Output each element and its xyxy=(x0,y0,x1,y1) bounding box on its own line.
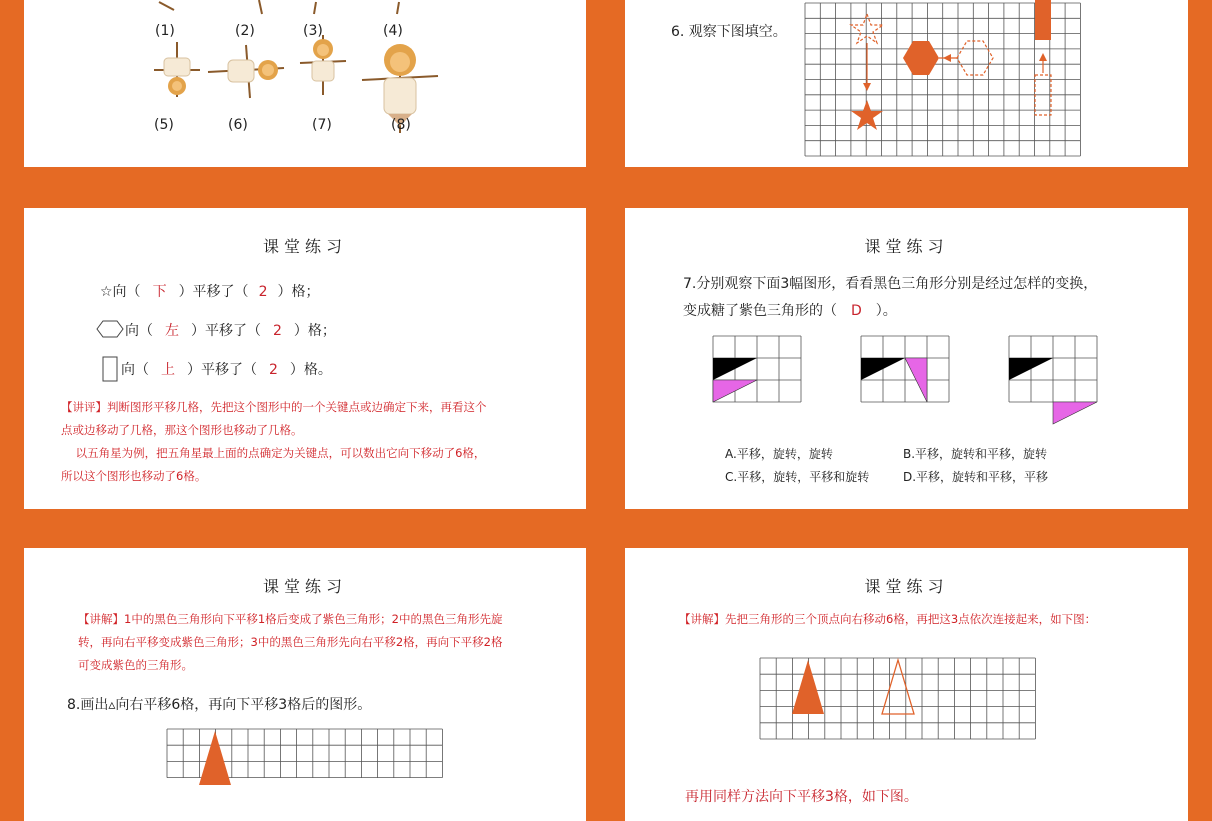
slide-solution-8 xyxy=(608,531,1205,821)
slide-title: 课堂练习 xyxy=(262,237,347,256)
slide-card xyxy=(24,0,586,167)
grid-question-8 xyxy=(167,729,447,809)
slide-card xyxy=(625,548,1188,821)
option-d[interactable]: D.平移，旋转和平移，平移 xyxy=(903,470,1049,484)
label-3: (3) xyxy=(303,23,323,39)
answer-line-star: ☆向（ 下 ）平移了（ 2 ）格； xyxy=(100,284,320,300)
answer-line-hexagon: 向（ 左 ）平移了（ 2 ）格； xyxy=(125,323,336,339)
question-7-line2: 变成糖了紫色三角形的（ D ）。 xyxy=(683,303,897,319)
scarecrow-5-icon xyxy=(152,42,202,102)
triangle-grid-3 xyxy=(1009,336,1099,426)
rectangle-filled-icon xyxy=(1035,0,1051,40)
label-6: (6) xyxy=(228,117,248,133)
explanation-note: 【讲评】判断图形平移几格，先把这个图形中的一个关键点或边确定下来，再看这个 点或边移动了几格，那这个图形也移动了几格。 以五角星为例，把五角星最上面的点确定为关键点，可以数出它向下移动了6格， 所以这个图形也移动了6格。 xyxy=(61,400,487,483)
triangle-orange-icon xyxy=(792,660,824,714)
label-7: (7) xyxy=(312,117,332,133)
question-8: 8.画出▵向右平移6格，再向下平移3格后的图形。 xyxy=(67,697,372,713)
answer-direction: 下 xyxy=(152,284,167,300)
slide-card xyxy=(625,208,1188,509)
question-6: 6. 观察下图填空。 xyxy=(671,24,787,40)
question-7-line1: 7.分别观察下面3幅图形，看看黑色三角形分别是经过怎样的变换， xyxy=(683,276,1098,292)
hexagon-small-icon xyxy=(96,320,124,338)
answer-steps: 2 xyxy=(258,284,268,300)
triangle-grid-1 xyxy=(713,336,803,426)
triangle-grid-2 xyxy=(861,336,951,426)
scarecrow-7-icon xyxy=(298,35,348,97)
slide-card xyxy=(24,548,586,821)
label-4: (4) xyxy=(383,23,403,39)
explanation-note: 【讲解】先把三角形的三个顶点向右移动6格，再把这3点依次连接起来，如下图： xyxy=(679,612,1097,626)
label-8: (8) xyxy=(391,117,411,133)
slide-scarecrows xyxy=(7,0,603,186)
slide-question-8 xyxy=(7,531,603,821)
label-5: (5) xyxy=(154,117,174,133)
scarecrow-6-icon xyxy=(206,40,286,100)
triangle-orange-icon xyxy=(199,731,231,785)
slide-card xyxy=(625,0,1188,167)
bottom-note: 再用同样方法向下平移3格，如下图。 xyxy=(685,789,918,805)
scarecrow-row1-feet xyxy=(24,0,586,20)
slide-card xyxy=(24,208,586,509)
answer-choice: D xyxy=(851,303,862,319)
slide-title: 课堂练习 xyxy=(864,237,949,256)
answer-direction: 左 xyxy=(165,323,179,339)
slide-title: 课堂练习 xyxy=(262,577,347,596)
grid-translation xyxy=(805,3,1081,153)
option-c[interactable]: C.平移，旋转，平移和旋转 xyxy=(725,470,870,484)
slide-question-7 xyxy=(608,191,1205,526)
answer-steps: 2 xyxy=(273,323,282,339)
option-b[interactable]: B.平移，旋转和平移，旋转 xyxy=(903,447,1048,461)
rectangle-small-icon xyxy=(102,356,118,382)
answer-steps: 2 xyxy=(269,362,278,378)
slide-title: 课堂练习 xyxy=(864,577,949,596)
answer-direction: 上 xyxy=(161,362,175,378)
triangle-outline-icon xyxy=(882,660,914,714)
slide-answers-6 xyxy=(7,191,603,526)
slide-translation-grid xyxy=(608,0,1205,186)
explanation-note: 【讲解】1中的黑色三角形向下平移1格后变成了紫色三角形；2中的黑色三角形先旋 转，再向右平移变成紫色三角形；3中的黑色三角形先向右平移2格，再向下平移2格 可变成紫色的三角形。 xyxy=(78,612,503,672)
grid-solution-8 xyxy=(760,658,1040,773)
hexagon-filled-icon xyxy=(903,41,939,75)
option-a[interactable]: A.平移，旋转，旋转 xyxy=(725,447,833,461)
label-2: (2) xyxy=(235,23,255,39)
answer-line-rectangle: 向（ 上 ）平移了（ 2 ）格。 xyxy=(121,362,332,378)
hexagon-dashed-icon xyxy=(957,41,993,75)
label-1: (1) xyxy=(155,23,175,39)
